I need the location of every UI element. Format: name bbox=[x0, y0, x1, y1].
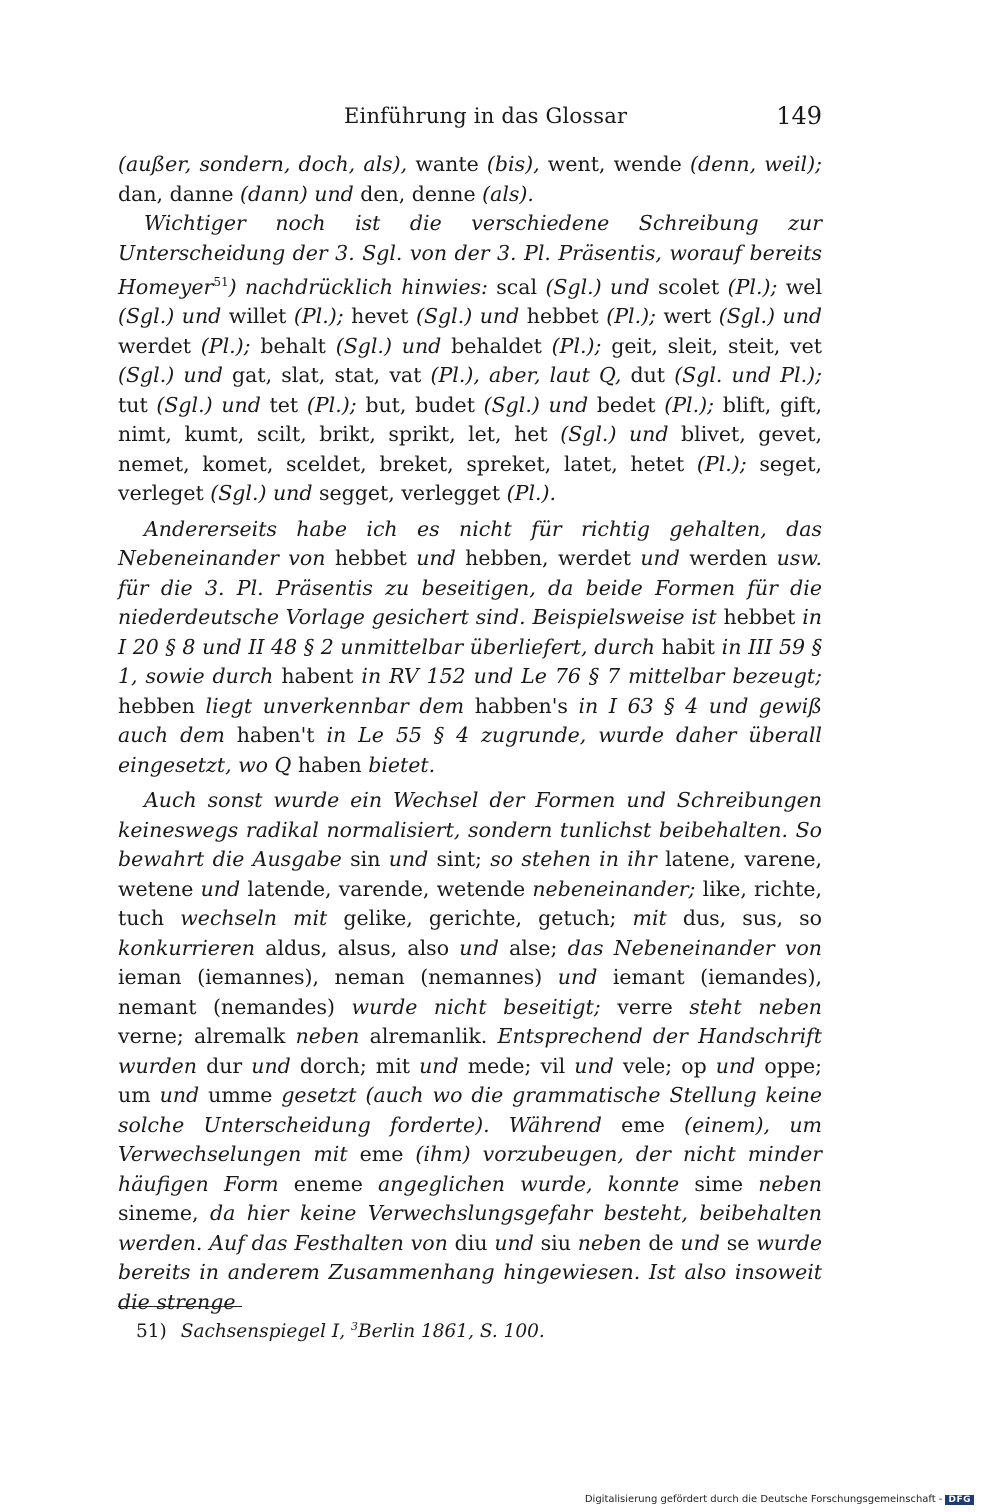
roman-text-run: behaldet bbox=[441, 333, 552, 358]
roman-text-run: blift, gift, nimt, kumt, scilt, brikt, sprikt, let, het bbox=[118, 392, 823, 447]
roman-text-run: hevet bbox=[343, 304, 416, 329]
roman-text-run: dan, danne bbox=[118, 181, 240, 206]
italic-text-run: mit bbox=[632, 906, 667, 931]
italic-text-run: (Sgl.) und bbox=[415, 304, 520, 329]
italic-text-run: und bbox=[416, 546, 456, 571]
roman-text-run: blivet, gevet, nemet, komet, sceldet, breket, spreket, latet, hetet bbox=[118, 422, 822, 476]
roman-text-run: werden bbox=[679, 546, 777, 571]
roman-text-run: eme bbox=[601, 1112, 685, 1137]
italic-text-run: (dann) und bbox=[239, 181, 354, 206]
italic-text-run: und bbox=[388, 847, 429, 872]
footnote-reference: 51 bbox=[213, 275, 229, 289]
italic-text-run: nachdrücklich hinwies: bbox=[236, 274, 488, 299]
roman-text-run: went, wende bbox=[539, 152, 690, 176]
italic-text-run: (Pl.); bbox=[200, 333, 251, 358]
italic-text-run: (bis), bbox=[486, 152, 540, 176]
footnote-edition-superscript: 3 bbox=[350, 1320, 358, 1333]
italic-text-run: da hier keine Verwechslungsgefahr besteht, beibehalten werden. Auf das Festhalten von bbox=[118, 1201, 822, 1255]
italic-text-run: gesetzt (auch wo die grammatische Stellung keine solche Unterscheidung forderte). Während bbox=[118, 1083, 822, 1137]
roman-text-run: segget, verlegget bbox=[312, 481, 507, 506]
roman-text-run: verre bbox=[600, 994, 690, 1019]
italic-text-run: Andererseits habe ich es nicht für richtig gehalten, das Nebeneinander von bbox=[118, 516, 822, 571]
roman-text-run: hebbet bbox=[716, 605, 803, 630]
italic-text-run: (Pl.); bbox=[606, 304, 657, 329]
roman-text-run: werdet bbox=[118, 333, 201, 358]
italic-text-run: (Pl.); bbox=[293, 304, 344, 329]
roman-text-run: alremanlik. bbox=[359, 1024, 498, 1049]
italic-text-run: (Sgl.) und bbox=[560, 422, 669, 447]
dfg-logo: DFG bbox=[945, 1495, 974, 1505]
funding-text: Digitalisierung gefördert durch die Deutsche Forschungsgemeinschaft - bbox=[584, 1494, 943, 1505]
italic-text-run: (ihm) vorzubeugen, der nicht minder häufigen Form bbox=[118, 1142, 822, 1196]
italic-text-run: und bbox=[715, 1053, 756, 1078]
footnote-text-start: Sachsenspiegel I, bbox=[180, 1321, 351, 1343]
roman-text-run: gat, slat, stat, vat bbox=[222, 363, 431, 388]
paragraph-andererseits bbox=[118, 515, 822, 781]
roman-text-run: behalt bbox=[250, 333, 336, 358]
italic-text-run: (Sgl.) und bbox=[545, 274, 650, 299]
italic-text-run: (Sgl. und Pl.); bbox=[674, 363, 822, 388]
roman-text-run: mede; vil bbox=[458, 1053, 575, 1078]
italic-text-run: in I 20 § 8 und II 48 § 2 unmittelbar überliefert, durch bbox=[118, 605, 822, 659]
paragraph-homeyer bbox=[118, 209, 822, 509]
roman-text-run: wel bbox=[777, 274, 822, 299]
italic-text-run: und bbox=[251, 1053, 291, 1078]
roman-text-run: dut bbox=[621, 363, 675, 388]
italic-text-run: Auch sonst wurde ein Wechsel der Formen und Schreibungen keineswegs radikal normalisiert, sondern tunlichst beibehalten. So bewahrt die Ausgabe bbox=[118, 788, 822, 872]
roman-text-run: eme bbox=[347, 1142, 416, 1167]
roman-text-run: habent bbox=[273, 664, 362, 689]
running-title: Einführung in das Glossar bbox=[344, 104, 628, 128]
roman-text-run: dur bbox=[197, 1053, 252, 1078]
italic-text-run: neben bbox=[295, 1024, 360, 1049]
roman-text-run: vele; op bbox=[613, 1053, 716, 1078]
italic-text-run: (Pl.); bbox=[696, 451, 747, 476]
italic-text-run: wurde nicht beseitigt; bbox=[351, 994, 601, 1019]
italic-text-run: in III 59 § 1, sowie durch bbox=[118, 634, 822, 689]
italic-text-run: Wichtiger noch ist die verschiedene Schreibung zur Unterscheidung der 3. Sgl. von der 3. Pl. Präsentis, worauf bereits Homeyer bbox=[118, 211, 822, 299]
roman-text-run: ieman (iemannes), neman (nemannes) bbox=[118, 965, 558, 990]
italic-text-run: (einem), um Verwechselungen mit bbox=[118, 1112, 822, 1167]
roman-text-run: seget, verleget bbox=[118, 451, 822, 506]
roman-text-run: umme bbox=[199, 1083, 282, 1108]
roman-text-run: siu bbox=[533, 1230, 578, 1255]
italic-text-run: und bbox=[419, 1053, 459, 1078]
italic-text-run: und bbox=[459, 935, 499, 960]
italic-text-run: (Sgl.) und bbox=[718, 304, 823, 329]
italic-text-run: und bbox=[159, 1083, 200, 1108]
roman-text-run: verne; alremalk bbox=[118, 1024, 296, 1049]
italic-text-run: (Pl.); bbox=[664, 392, 715, 417]
roman-text-run: tut bbox=[118, 392, 157, 417]
italic-text-run: (Pl.); bbox=[727, 274, 778, 299]
italic-text-run: liegt unverkennbar dem bbox=[205, 693, 465, 718]
roman-text-run: de bbox=[641, 1230, 681, 1255]
roman-text-run: dorch; mit bbox=[290, 1053, 420, 1078]
funding-notice bbox=[585, 1494, 974, 1505]
roman-text-run: scal bbox=[487, 274, 546, 299]
roman-text-run: eneme bbox=[278, 1171, 379, 1196]
roman-text-run: haben't bbox=[224, 723, 327, 748]
italic-text-run: Entsprechend der Handschrift wurden bbox=[118, 1024, 822, 1078]
roman-text-run: iemant (iemandes), nemant (nemandes) bbox=[118, 965, 822, 1019]
roman-text-run: sin bbox=[341, 847, 389, 872]
paragraph-auch-sonst bbox=[118, 786, 822, 1317]
footnote-number: 51) bbox=[136, 1321, 167, 1343]
italic-text-run: (denn, weil); bbox=[689, 152, 823, 176]
italic-text-run: (Pl.). bbox=[506, 481, 557, 506]
italic-text-run: und bbox=[212, 392, 261, 417]
roman-text-run: hebbet bbox=[325, 546, 417, 571]
italic-text-run: (Pl.); bbox=[306, 392, 357, 417]
page-number: 149 bbox=[776, 102, 822, 130]
italic-text-run: (Sgl.) und bbox=[118, 304, 222, 329]
footnote-rule bbox=[118, 1306, 242, 1307]
roman-text-run: sime bbox=[679, 1171, 759, 1196]
italic-text-run: steht neben bbox=[689, 994, 822, 1019]
italic-text-run: bietet. bbox=[368, 752, 436, 777]
italic-text-run: (Sgl.) bbox=[156, 392, 213, 417]
roman-text-run: diu bbox=[447, 1230, 495, 1255]
roman-text-run: hebben bbox=[118, 693, 206, 718]
italic-text-run: in RV 152 und Le 76 § 7 mittelbar bezeugt; bbox=[361, 664, 822, 689]
italic-text-run: ) bbox=[228, 274, 237, 299]
footnote-text-end: Berlin 1861, S. 100. bbox=[357, 1321, 545, 1343]
italic-text-run: (Sgl.) und bbox=[118, 363, 223, 388]
roman-text-run: like, richte, tuch bbox=[118, 876, 822, 931]
footnote bbox=[136, 1320, 545, 1342]
roman-text-run: aldus, alsus, also bbox=[255, 935, 460, 960]
italic-text-run: und bbox=[494, 1230, 534, 1255]
roman-text-run: sineme, bbox=[118, 1201, 210, 1226]
body-text bbox=[118, 150, 822, 1317]
italic-text-run: (Pl.), aber, laut Q, bbox=[430, 363, 622, 388]
roman-text-run: oppe; um bbox=[118, 1053, 822, 1108]
italic-text-run: angeglichen wurde, konnte bbox=[378, 1171, 680, 1196]
italic-text-run: in I 63 § 4 und gewiß auch dem bbox=[118, 693, 822, 748]
roman-text-run: hebben, werdet bbox=[455, 546, 641, 571]
italic-text-run: konkurrieren bbox=[118, 935, 256, 960]
italic-text-run: so stehen in ihr bbox=[490, 847, 657, 872]
italic-text-run: wechseln mit bbox=[180, 906, 328, 931]
italic-text-run: (außer, sondern, doch, als), bbox=[118, 152, 408, 176]
roman-text-run: wert bbox=[656, 304, 719, 329]
italic-text-run: und bbox=[640, 546, 680, 571]
italic-text-run: (als). bbox=[482, 181, 534, 206]
roman-text-run: willet bbox=[221, 304, 294, 329]
roman-text-run: alse; bbox=[498, 935, 568, 960]
roman-text-run: but, budet bbox=[356, 392, 484, 417]
italic-text-run: usw. für die 3. Pl. Präsentis zu beseitigen, da beide Formen für die niederdeutsche Vorlage gesichert sind. Beispielsweise ist bbox=[118, 546, 822, 630]
paragraph-continuation bbox=[118, 150, 822, 209]
roman-text-run: geit, sleit, steit, vet bbox=[601, 333, 822, 358]
roman-text-run: dus, sus, so bbox=[666, 906, 822, 931]
italic-text-run: in Le 55 § 4 zugrunde, wurde daher überall eingesetzt, wo Q bbox=[118, 723, 822, 777]
italic-text-run: das Nebeneinander von bbox=[567, 935, 823, 960]
roman-text-run: wante bbox=[407, 152, 487, 176]
roman-text-run: habit bbox=[655, 634, 722, 659]
italic-text-run: und bbox=[200, 876, 241, 901]
roman-text-run: hebbet bbox=[519, 304, 607, 329]
italic-text-run: (Pl.); bbox=[551, 333, 602, 358]
italic-text-run: (Sgl.) und bbox=[335, 333, 442, 358]
roman-text-run: latende, varende, wetende bbox=[240, 876, 533, 901]
roman-text-run: haben bbox=[291, 752, 369, 777]
roman-text-run: habben's bbox=[464, 693, 579, 718]
roman-text-run: bedet bbox=[588, 392, 665, 417]
italic-text-run: (Sgl.) und bbox=[483, 392, 589, 417]
roman-text-run: sint; bbox=[428, 847, 491, 872]
roman-text-run: se bbox=[719, 1230, 757, 1255]
roman-text-run: scolet bbox=[649, 274, 728, 299]
italic-text-run: und bbox=[680, 1230, 720, 1255]
italic-text-run: neben bbox=[758, 1171, 822, 1196]
roman-text-run: gelike, gerichte, getuch; bbox=[327, 906, 633, 931]
italic-text-run: wurde bereits in anderem Zusammenhang hingewiesen. Ist also insoweit die strenge bbox=[118, 1230, 823, 1314]
italic-text-run: (Sgl.) und bbox=[210, 481, 313, 506]
italic-text-run: und bbox=[557, 965, 598, 990]
italic-text-run: nebeneinander; bbox=[532, 876, 696, 901]
roman-text-run: tet bbox=[260, 392, 307, 417]
roman-text-run: latene, varene, wetene bbox=[118, 847, 822, 901]
roman-text-run: den, denne bbox=[353, 181, 483, 206]
running-header bbox=[118, 100, 824, 140]
italic-text-run: und bbox=[574, 1053, 614, 1078]
italic-text-run: neben bbox=[577, 1230, 642, 1255]
